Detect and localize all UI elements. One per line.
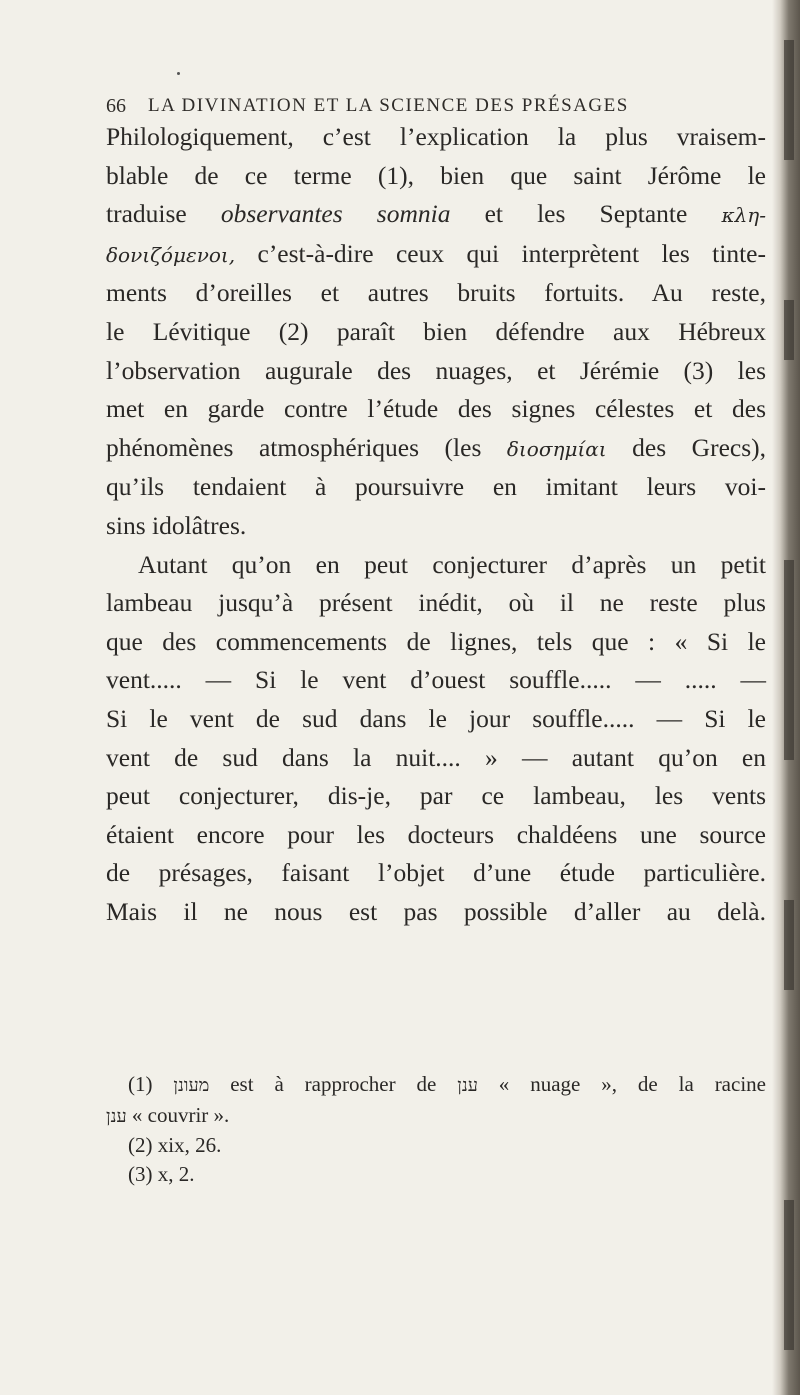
- text-line: [106, 429, 766, 469]
- italic-phrase: observantes somnia: [220, 199, 451, 229]
- text-fragment: « couvrir ».: [126, 1102, 230, 1127]
- edge-stain: [784, 1200, 794, 1350]
- footnote-1-continued: [106, 1101, 766, 1132]
- page-number: 66: [106, 95, 126, 117]
- text-line: le Lévitique (2) paraît bien défendre aux Hébreux: [106, 316, 766, 346]
- greek-word: δονιζόμενοι,: [106, 242, 236, 267]
- text-line: Mais il ne nous est pas possible d’aller au delà.: [106, 896, 766, 926]
- footnotes: [106, 1070, 766, 1188]
- running-title: LA DIVINATION ET LA SCIENCE DES PRÉSAGES: [148, 95, 629, 116]
- text-line: ments d’oreilles et autres bruits fortuits. Au reste,: [106, 278, 766, 308]
- text-line: Si le vent de sud dans le jour souffle..... — Si le: [106, 703, 766, 733]
- text-fragment: et les Septante: [450, 199, 722, 229]
- text-fragment: traduise: [106, 199, 221, 229]
- edge-stain: [784, 900, 794, 990]
- page-edge-shadow: [772, 0, 800, 1395]
- greek-word: κλη-: [721, 203, 766, 228]
- text-line: sins idolâtres.: [106, 510, 247, 540]
- text-fragment: des Grecs),: [606, 432, 767, 462]
- text-line: [106, 235, 766, 275]
- text-line: étaient encore pour les docteurs chaldéens une source: [106, 819, 766, 849]
- text-line: que des commencements de lignes, tels que : « Si le: [106, 626, 766, 656]
- body-text: [106, 118, 766, 931]
- running-head: [106, 95, 726, 118]
- text-line: [106, 195, 766, 235]
- text-line: blable de ce terme (1), bien que saint Jérôme le: [106, 160, 766, 190]
- text-fragment: c’est-à-dire ceux qui interprètent les tinte-: [235, 238, 766, 268]
- text-fragment: « nuage », de la racine: [477, 1072, 766, 1096]
- text-line: peut conjecturer, dis-je, par ce lambeau, les vents: [106, 781, 766, 811]
- greek-word: διοσημίαι: [506, 436, 607, 461]
- hebrew-word: ענן: [457, 1075, 478, 1096]
- text-line: vent..... — Si le vent d’ouest souffle..... — ..... —: [106, 665, 766, 695]
- footnote-1: [106, 1070, 766, 1101]
- text-line: Philologiquement, c’est l’explication la plus vraisem-: [106, 122, 766, 151]
- edge-stain: [784, 560, 794, 760]
- text-fragment: est à rapprocher de: [209, 1072, 458, 1096]
- text-line: de présages, faisant l’objet d’une étude particulière.: [106, 858, 766, 888]
- text-line: Autant qu’on en peut conjecturer d’après un petit: [138, 549, 766, 579]
- text-line: l’observation augurale des nuages, et Jérémie (3) les: [106, 355, 766, 385]
- text-line: lambeau jusqu’à présent inédit, où il ne reste plus: [106, 588, 766, 618]
- text-line: qu’ils tendaient à poursuivre en imitant leurs voi-: [106, 472, 766, 502]
- footnote-2: (2) xix, 26.: [128, 1133, 222, 1157]
- footnote-marker: (1): [128, 1072, 153, 1096]
- footnote-3: (3) x, 2.: [128, 1161, 195, 1186]
- print-speck: [177, 72, 180, 75]
- edge-stain: [784, 40, 794, 160]
- hebrew-word: מעונן: [173, 1075, 210, 1096]
- text-fragment: phénomènes atmosphériques (les: [106, 432, 507, 462]
- text-line: vent de sud dans la nuit.... » — autant qu’on en: [106, 742, 766, 772]
- text-line: met en garde contre l’étude des signes célestes et des: [106, 394, 766, 424]
- hebrew-word: ענן: [106, 1105, 127, 1127]
- edge-stain: [784, 300, 794, 360]
